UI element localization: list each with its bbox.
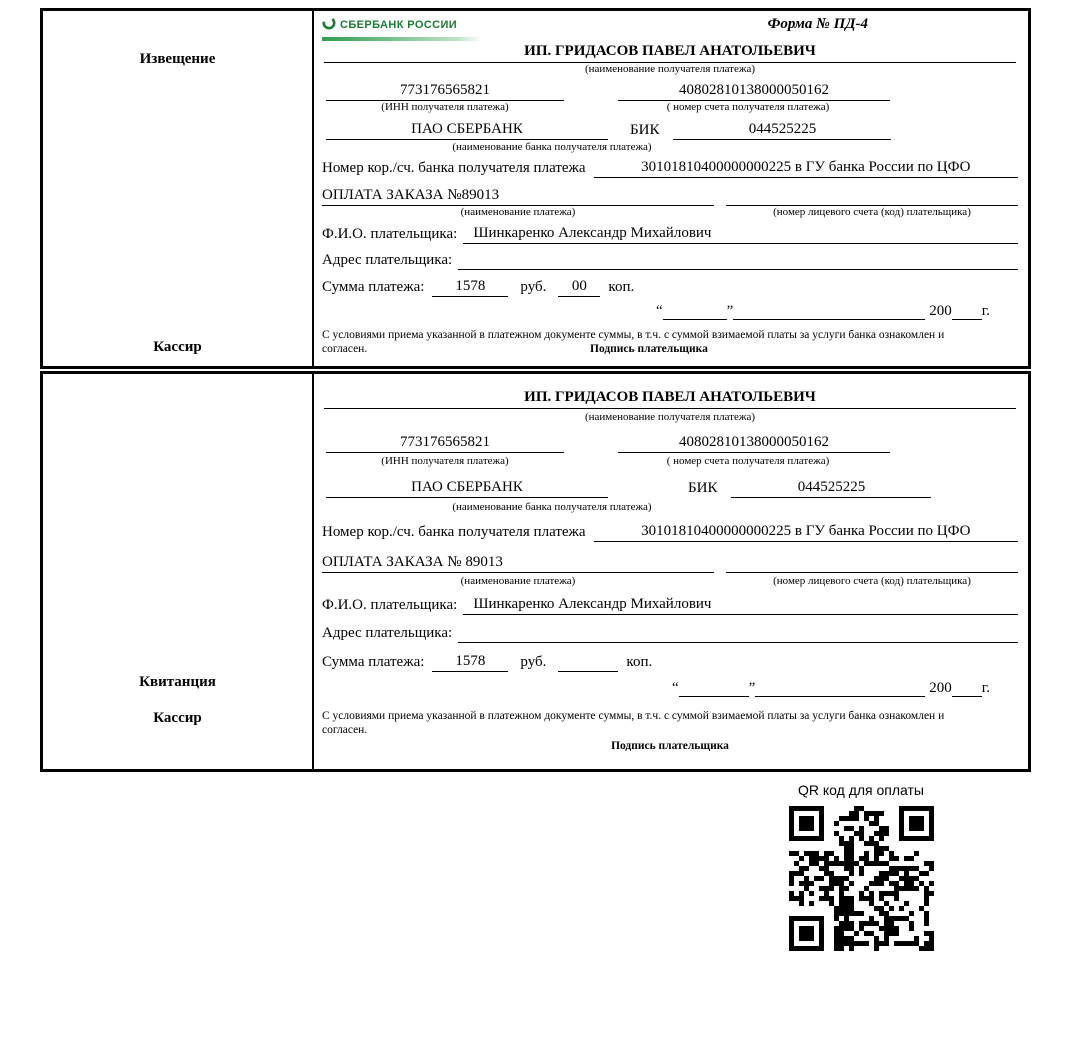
quote-open: “ [671,679,679,696]
qr-block [745,782,977,956]
bik-value: 044525225 [673,121,891,140]
quote-open: “ [655,302,663,319]
payer-fio-value: Шинкаренко Александр Михайлович [463,596,1018,615]
payer-fio-label: Ф.И.О. плательщика: [322,597,458,614]
bik-label: БИК [630,121,660,138]
qr-caption: QR код для оплаты [797,782,924,798]
account-value: 40802810138000050162 [618,82,890,101]
rub-label: руб. [520,653,547,670]
account-caption: ( номер счета получателя платежа) [666,455,830,468]
inn-value: 773176565821 [326,434,564,453]
payer-fio-label: Ф.И.О. плательщика: [322,226,458,243]
corr-value: 30101810400000000225 в ГУ банка России по ЦФО [594,159,1018,178]
year-suffix: г. [981,302,990,319]
notice-left-column [43,11,314,366]
recipient-name: ИП. ГРИДАСОВ ПАВЕЛ АНАТОЛЬЕВИЧ [324,43,1016,63]
payer-address-blank [458,253,1018,270]
bank-name-value: ПАО СБЕРБАНК [326,479,608,498]
receipt-section [40,371,1031,772]
account-value: 40802810138000050162 [618,434,890,453]
receipt-left-column [43,374,314,769]
bank-name-value: ПАО СБЕРБАНК [326,121,608,140]
year-blank [952,680,982,697]
bank-caption: (наименование банка получателя платежа) [452,500,652,513]
year-suffix: г. [981,679,990,696]
quote-close: ” [726,302,734,319]
inn-caption: (ИНН получателя платежа) [381,101,509,114]
personal-account-blank [726,556,1018,573]
quote-close: ” [748,679,756,696]
signature-label: Подпись плательщика [590,343,708,356]
rub-label: руб. [520,278,547,295]
sum-label: Сумма платежа: [322,278,425,295]
sum-rub-value: 1578 [432,653,508,672]
year-prefix: 200 [929,679,952,696]
sberbank-logo-bar [322,37,482,41]
sberbank-emblem-icon [322,16,336,36]
personal-account-blank [726,189,1018,206]
recipient-name: ИП. ГРИДАСОВ ПАВЕЛ АНАТОЛЬЕВИЧ [324,389,1016,409]
signature-label: Подпись плательщика [611,740,729,753]
payment-caption: (наименование платежа) [460,205,576,218]
receipt-cashier-label: Кассир [153,710,202,726]
corr-label: Номер кор./сч. банка получателя платежа [322,524,586,541]
payer-address-label: Адрес плательщика: [322,625,453,642]
date-day-blank [679,680,749,697]
year-blank [952,303,982,320]
sum-label: Сумма платежа: [322,653,425,670]
sberbank-logo-text: СБЕРБАНК РОССИИ [340,19,458,32]
payer-fio-value: Шинкаренко Александр Михайлович [463,225,1018,244]
bik-value: 044525225 [731,479,931,498]
payment-purpose-value: ОПЛАТА ЗАКАЗА № 89013 [322,554,714,573]
form-number: Форма № ПД-4 [767,16,868,32]
corr-label: Номер кор./сч. банка получателя платежа [322,160,586,177]
sum-rub-value: 1578 [432,278,508,297]
kop-label: коп. [608,278,635,295]
corr-value: 30101810400000000225 в ГУ банка России по ЦФО [594,523,1018,542]
payer-address-label: Адрес плательщика: [322,252,453,269]
date-month-blank [733,303,925,320]
payer-address-blank [458,626,1018,643]
personal-caption: (номер лицевого счета (код) плательщика) [773,574,971,587]
bik-label: БИК [688,479,718,496]
inn-caption: (ИНН получателя платежа) [381,455,509,468]
year-prefix: 200 [929,302,952,319]
kop-label: коп. [626,653,653,670]
notice-section [40,8,1031,369]
notice-side-label: Извещение [139,51,216,67]
bank-caption: (наименование банка получателя платежа) [452,140,652,153]
qr-code [786,806,936,956]
sum-kop-value: 00 [558,278,600,297]
agreement-text: С условиями приема указанной в платежном документе суммы, в т.ч. с суммой взимаемой платы за услуги банка ознакомлен и согласен. [322,329,945,356]
notice-cashier-label: Кассир [153,339,202,355]
receipt-body [314,374,1028,769]
account-caption: ( номер счета получателя платежа) [666,101,830,114]
agreement-text: С условиями приема указанной в платежном документе суммы, в т.ч. с суммой взимаемой платы за услуги банка ознакомлен и согласен. [322,710,945,737]
date-day-blank [663,303,727,320]
notice-body [314,11,1028,366]
recipient-caption: (наименование получателя платежа) [584,410,756,423]
date-month-blank [755,680,925,697]
payment-purpose-value: ОПЛАТА ЗАКАЗА №89013 [322,187,714,206]
inn-value: 773176565821 [326,82,564,101]
recipient-caption: (наименование получателя платежа) [584,62,756,75]
sberbank-logo [322,16,482,41]
payment-caption: (наименование платежа) [460,574,576,587]
personal-caption: (номер лицевого счета (код) плательщика) [773,205,971,218]
receipt-side-label: Квитанция [139,674,216,690]
sum-kop-value [558,655,618,672]
